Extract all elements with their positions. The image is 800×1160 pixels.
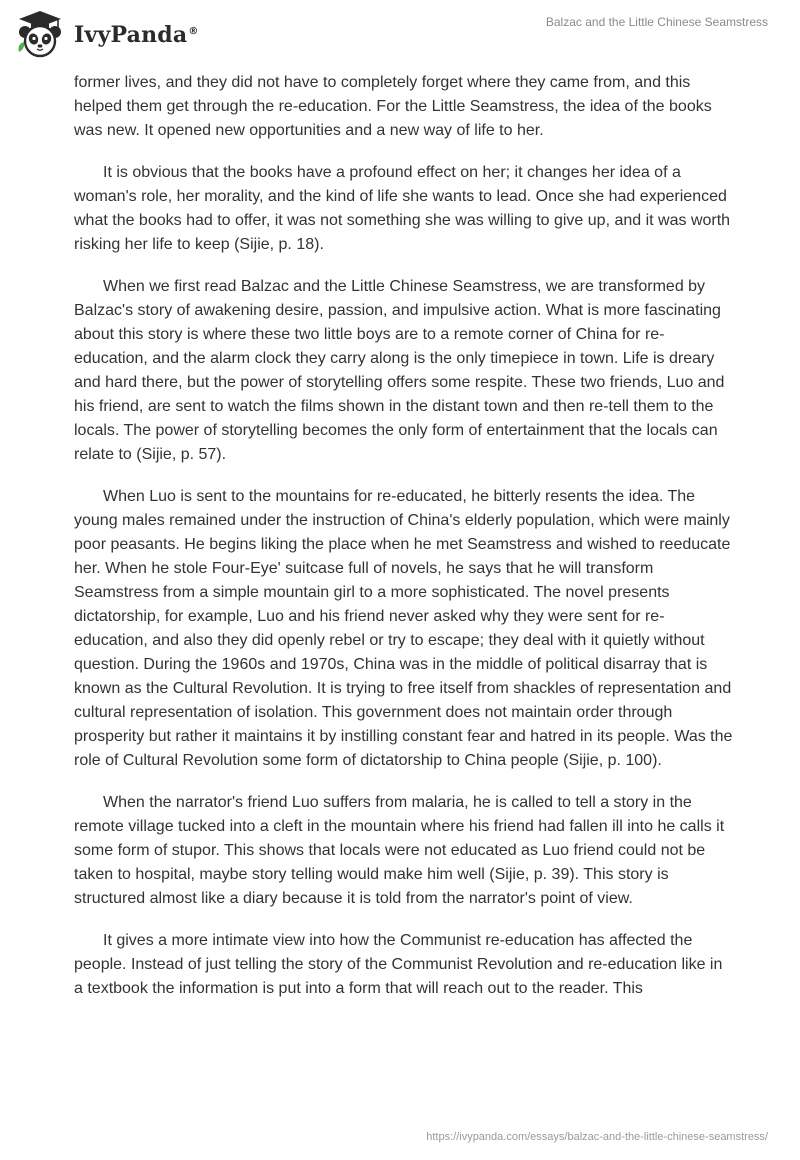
brand-name: IvyPanda® [74, 22, 199, 48]
paragraph: When Luo is sent to the mountains for re-educated, he bitterly resents the idea. The young males remained under the instruction of China's elderly population, which were mainly poor peasants. He begins liking the place when he met Seamstress and wished to reeducate her. When he stole Four-Eye' suitcase full of novels, he says that he will transform Seamstress from a simple mountain girl to a more sophisticated. The novel presents dictatorship, for example, Luo and his friend never asked why they were sent for re-education, and also they did openly rebel or try to escape; they deal with it quietly without question. During the 1960s and 1970s, China was in the middle of political disarray that is known as the Cultural Revolution. It is trying to free itself from shackles of representation and cultural representation of isolation. This government does not maintain order through prosperity but rather it maintains it by instilling constant fear and hatred in its people. Was the role of Cultural Revolution some form of dictatorship to China people (Sijie, p. 100). [74, 488, 733, 769]
brand-logo[interactable] [14, 8, 199, 60]
registered-mark: ® [188, 25, 199, 37]
paragraph: When the narrator's friend Luo suffers from malaria, he is called to tell a story in the remote village tucked into a cleft in the mountain where his friend had fallen ill into he calls it some form of stupor. This shows that locals were not educated as Luo friend could not be taken to hospital, maybe story telling would make him well (Sijie, p. 39). This story is structured almost like a diary because it is told from the narrator's point of view. [74, 794, 725, 907]
paragraph-continued: former lives, and they did not have to completely forget where they came from, and this helped them get through the re-education. For the Little Seamstress, the idea of the books was new. It opened new opportunities and a new way of life to her. [74, 74, 712, 139]
document-title: Balzac and the Little Chinese Seamstress [545, 15, 768, 29]
page-header [0, 0, 800, 70]
source-url[interactable]: https://ivypanda.com/essays/balzac-and-the-little-chinese-seamstress/ [426, 1131, 768, 1143]
paragraph: When we first read Balzac and the Little Chinese Seamstress, we are transformed by Balzac's story of awakening desire, passion, and impulsive action. What is more fascinating about this story is where these two little boys are to a remote corner of China for re-education, and the alarm clock they carry along is the only timepiece in town. Life is dreary and hard there, but the power of storytelling offers some respite. These two friends, Luo and his friend, are sent to watch the films shown in the distant town and then re-tell them to the locals. The power of storytelling becomes the only form of entertainment that the locals can relate to (Sijie, p. 57). [74, 278, 725, 463]
paragraph: It is obvious that the books have a profound effect on her; it changes her idea of a woman's role, her morality, and the kind of life she wants to lead. Once she had experienced what the books had to offer, it was not something she was willing to give up, and it was worth risking her life to keep (Sijie, p. 18). [74, 164, 731, 253]
paragraph: It gives a more intimate view into how the Communist re-education has affected the people. Instead of just telling the story of the Communist Revolution and re-education like in a textbook the information is put into a form that will reach out to the reader. This [74, 932, 723, 997]
essay-body [74, 71, 734, 1019]
panda-graduation-cap-icon [14, 8, 66, 60]
